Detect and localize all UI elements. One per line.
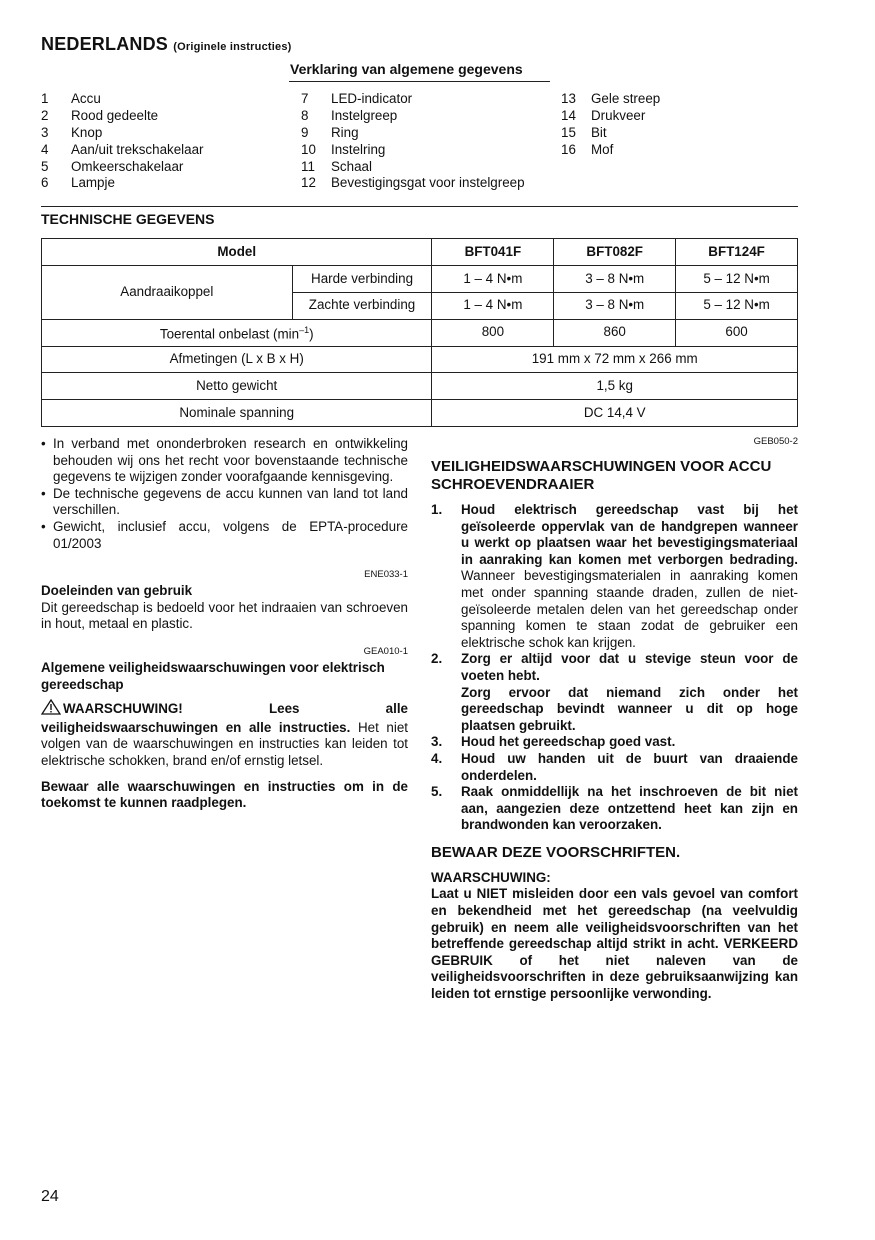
use-title: Doeleinden van gebruik <box>41 583 193 599</box>
doc-code: ENE033-1 <box>364 569 408 581</box>
warning-paragraph: WAARSCHUWING! Lees alle veiligheidswaarschuwingen en alle instructies. Het niet volgen van de waarschuwingen en instructies kan leiden tot elektrische schokken, brand en/of ernstig letsel. <box>41 701 408 768</box>
warning-triangle-icon <box>41 699 61 720</box>
part-item: 14 Drukveer <box>561 107 646 123</box>
safety-list <box>431 502 798 834</box>
table-cell: 3 – 8 N•m <box>554 265 676 292</box>
list-item: 4. Houd uw handen uit de buurt van draaiende onderdelen. <box>431 750 798 783</box>
part-item: 10 Instelring <box>301 141 386 157</box>
table-cell: Zachte verbinding <box>292 292 432 319</box>
table-cell: 1,5 kg <box>432 373 798 400</box>
list-item: 5. Raak onmiddellijk na het inschroeven de bit niet aan, aangezien deze ontzettend heet kan zijn en brandwonden kan veroorzaken. <box>431 784 798 833</box>
part-item: 12 Bevestigingsgat voor instelgreep <box>301 175 525 191</box>
part-item: 11 Schaal <box>301 158 372 174</box>
safety-title: VEILIGHEIDSWAARSCHUWINGEN VOOR ACCU SCHROEVENDRAAIER <box>431 458 772 493</box>
table-cell: 191 mm x 72 mm x 266 mm <box>432 346 798 373</box>
table-cell: 600 <box>676 319 798 346</box>
table-cell: Afmetingen (L x B x H) <box>42 346 432 373</box>
table-cell: 800 <box>432 319 554 346</box>
doc-code: GEA010-1 <box>363 645 408 657</box>
parts-list-col3 <box>561 91 791 159</box>
page-number: 24 <box>41 1188 59 1205</box>
language-subtitle: (Originele instructies) <box>173 41 292 53</box>
use-text: Dit gereedschap is bedoeld voor het indraaien van schroeven in hout, metaal en plastic. <box>41 599 408 632</box>
part-item: 5 Omkeerschakelaar <box>41 158 184 174</box>
table-cell: 1 – 4 N•m <box>432 292 554 319</box>
table-cell: Netto gewicht <box>42 373 432 400</box>
part-item: 1 Accu <box>41 91 101 106</box>
tech-specs-title: TECHNISCHE GEGEVENS <box>41 211 215 227</box>
list-item: 1. Houd elektrisch gereedschap vast bij het geïsoleerde oppervlak van de handgrepen wanneer u werkt op plaatsen waar het bevestigingsmateriaal in aanraking kan komen met verborgen bedrading. Wanneer bevestigingsmaterialen in aanraking komen met onder spanning staande draden, zullen de niet-geïsoleerde metalen delen van het gereedschap onder spanning komen te staan zodat de gebruiker een elektrische schok kan krijgen. <box>431 502 798 650</box>
table-header: BFT041F <box>432 239 554 266</box>
warning-label: WAARSCHUWING: <box>431 869 551 885</box>
section-divider <box>289 81 550 82</box>
table-row <box>42 239 798 266</box>
part-item: 3 Knop <box>41 124 103 140</box>
table-header: Model <box>42 239 432 266</box>
section-divider <box>41 206 798 207</box>
part-item: 4 Aan/uit trekschakelaar <box>41 141 204 157</box>
left-column <box>41 436 408 812</box>
table-row <box>42 373 798 400</box>
part-item: 9 Ring <box>301 124 359 140</box>
table-cell: 3 – 8 N•m <box>554 292 676 319</box>
list-item: • In verband met ononderbroken research en ontwikkeling behouden wij ons het recht voor bovenstaande technische gegevens te wijzigen zonder voorafgaande kennisgeving. <box>41 436 408 486</box>
part-item: 2 Rood gedeelte <box>41 107 159 123</box>
right-column <box>431 436 798 1003</box>
table-row <box>42 400 798 427</box>
list-item: • De technische gegevens de accu kunnen van land tot land verschillen. <box>41 486 408 519</box>
part-item: 6 Lampje <box>41 175 115 191</box>
keep-instructions: Bewaar alle waarschuwingen en instructies om in de toekomst te kunnen raadplegen. <box>41 778 408 811</box>
part-item: 13 Gele streep <box>561 91 661 106</box>
table-cell: 5 – 12 N•m <box>676 292 798 319</box>
list-item: 2. Zorg er altijd voor dat u stevige steun voor de voeten hebt. Zorg ervoor dat niemand zich onder het gereedschap bevindt wanneer u dit op hoge plaatsen gebruikt. <box>431 651 798 733</box>
parts-list-col1 <box>41 91 281 192</box>
table-cell: Harde verbinding <box>292 265 432 292</box>
list-item: 3. Houd het gereedschap goed vast. <box>431 734 676 750</box>
spec-table <box>41 238 798 427</box>
language-heading <box>41 36 292 56</box>
part-item: 15 Bit <box>561 124 607 140</box>
table-header: BFT082F <box>554 239 676 266</box>
table-row <box>42 265 798 292</box>
part-item: 8 Instelgreep <box>301 107 398 123</box>
warning-text: Laat u NIET misleiden door een vals gevoel van comfort en bekendheid met het gereedschap (na veelvuldig gebruik) en neem alle veiligheidsvoorschriften van het betreffende gereedschap altijd strikt in acht. VERKEERD GEBRUIK of het niet naleven van de veiligheidsvoorschriften in deze gebruiksaanwijzing kan leiden tot ernstige persoonlijke verwonding. <box>431 886 798 1002</box>
part-item: 7 LED-indicator <box>301 91 413 106</box>
table-cell: 1 – 4 N•m <box>432 265 554 292</box>
table-cell: Nominale spanning <box>42 400 432 427</box>
language-title: NEDERLANDS <box>41 34 169 54</box>
parts-list-col2 <box>301 91 551 192</box>
table-row <box>42 319 798 346</box>
table-cell: Aandraaikoppel <box>42 265 293 319</box>
section-title: Verklaring van algemene gegevens <box>290 61 523 77</box>
list-item: • Gewicht, inclusief accu, volgens de EPTA-procedure 01/2003 <box>41 519 408 552</box>
part-item: 16 Mof <box>561 141 614 157</box>
doc-code: GEB050-2 <box>753 436 798 447</box>
table-cell: DC 14,4 V <box>432 400 798 427</box>
table-header: BFT124F <box>676 239 798 266</box>
spec-notes <box>41 436 408 552</box>
general-safety-title: Algemene veiligheidswaarschuwingen voor elektrisch gereedschap <box>41 659 385 692</box>
table-cell: Toerental onbelast $(\min^{-1})$ <box>42 319 432 346</box>
table-cell: 860 <box>554 319 676 346</box>
table-cell: 5 – 12 N•m <box>676 265 798 292</box>
save-instructions-title: BEWAAR DEZE VOORSCHRIFTEN. <box>431 843 681 861</box>
table-row <box>42 346 798 373</box>
